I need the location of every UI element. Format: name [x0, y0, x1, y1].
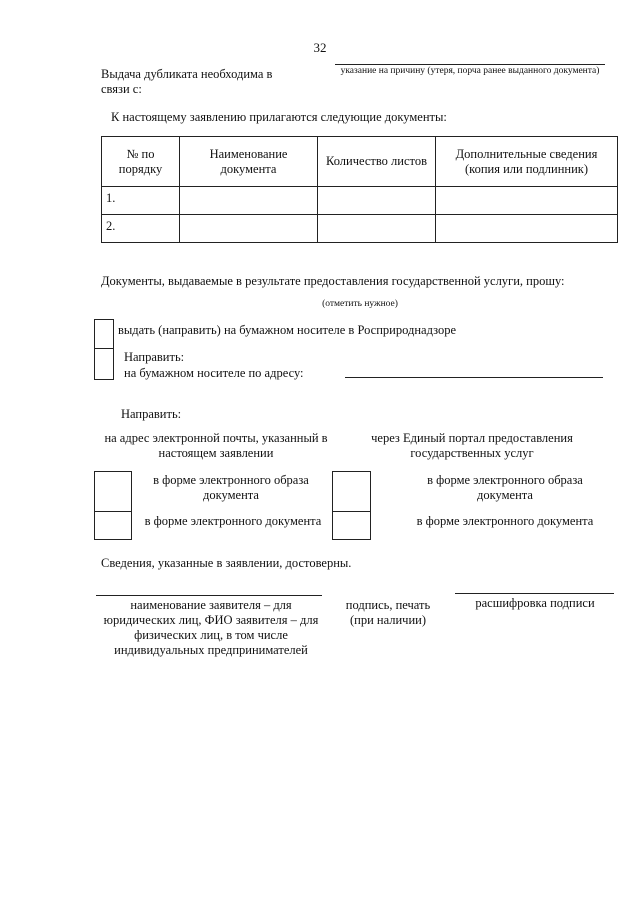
- table-cell-sheet-count[interactable]: [318, 187, 436, 215]
- page-number: 32: [313, 40, 327, 55]
- email-image-checkbox[interactable]: [94, 471, 132, 512]
- signature-stamp-caption: подпись, печать (при наличии): [345, 598, 431, 627]
- table-row: [102, 215, 618, 243]
- table-cell-sheet-count[interactable]: [318, 215, 436, 243]
- electronic-send-label: Направить:: [121, 407, 182, 421]
- paper-issue-label: выдать (направить) на бумажном носителе в Росприроднадзоре: [118, 323, 456, 337]
- confirmation-text: Сведения, указанные в заявлении, достоверны.: [101, 556, 352, 570]
- applicant-name-caption: наименование заявителя – для юридических лиц, ФИО заявителя – для физических лиц, в том числе индивидуальных предпринимателей: [103, 598, 319, 657]
- attachments-intro: К настоящему заявлению прилагаются следующие документы:: [111, 110, 447, 124]
- paper-address-label: на бумажном носителе по адресу:: [124, 366, 304, 380]
- paper-issue-checkbox[interactable]: [94, 319, 114, 349]
- table-cell-document-name[interactable]: [180, 215, 318, 243]
- table-cell-additional-info[interactable]: [436, 187, 618, 215]
- table-cell-number: 2.: [102, 215, 180, 243]
- email-heading: на адрес электронной почты, указанный в настоящем заявлении: [104, 431, 328, 460]
- email-image-label: в форме электронного образа документа: [153, 473, 309, 502]
- column-header-number: № по порядку: [102, 137, 180, 187]
- portal-heading: через Единый портал предоставления государственных услуг: [371, 431, 573, 460]
- duplicate-reason-label: Выдача дубликата необходима в связи с:: [101, 67, 273, 96]
- email-document-checkbox[interactable]: [94, 511, 132, 540]
- paper-address-field[interactable]: [345, 377, 603, 378]
- mark-needed-hint: (отметить нужное): [322, 299, 398, 309]
- table-cell-document-name[interactable]: [180, 187, 318, 215]
- decryption-caption: расшифровка подписи: [475, 596, 595, 610]
- decryption-field[interactable]: [455, 593, 614, 594]
- issue-request-text: Документы, выдаваемые в результате предоставления государственной услуги, прошу:: [101, 274, 565, 288]
- table-cell-number: 1.: [102, 187, 180, 215]
- table-header-row: [102, 137, 618, 187]
- column-header-sheet-count: Количество листов: [318, 137, 436, 187]
- portal-image-label: в форме электронного образа документа: [427, 473, 583, 502]
- table-cell-additional-info[interactable]: [436, 215, 618, 243]
- column-header-additional-info: Дополнительные сведения (копия или подлинник): [436, 137, 618, 187]
- portal-document-label: в форме электронного документа: [416, 514, 594, 528]
- attachments-table: [101, 136, 618, 243]
- portal-image-checkbox[interactable]: [332, 471, 371, 512]
- paper-address-checkbox[interactable]: [94, 348, 114, 380]
- applicant-name-field[interactable]: [96, 595, 322, 596]
- duplicate-reason-hint: указание на причину (утеря, порча ранее выданного документа): [340, 66, 600, 76]
- email-document-label: в форме электронного документа: [144, 514, 322, 528]
- table-row: [102, 187, 618, 215]
- paper-send-label: Направить:: [124, 350, 185, 364]
- duplicate-reason-field[interactable]: [335, 64, 605, 65]
- portal-document-checkbox[interactable]: [332, 511, 371, 540]
- column-header-document-name: Наименование документа: [180, 137, 318, 187]
